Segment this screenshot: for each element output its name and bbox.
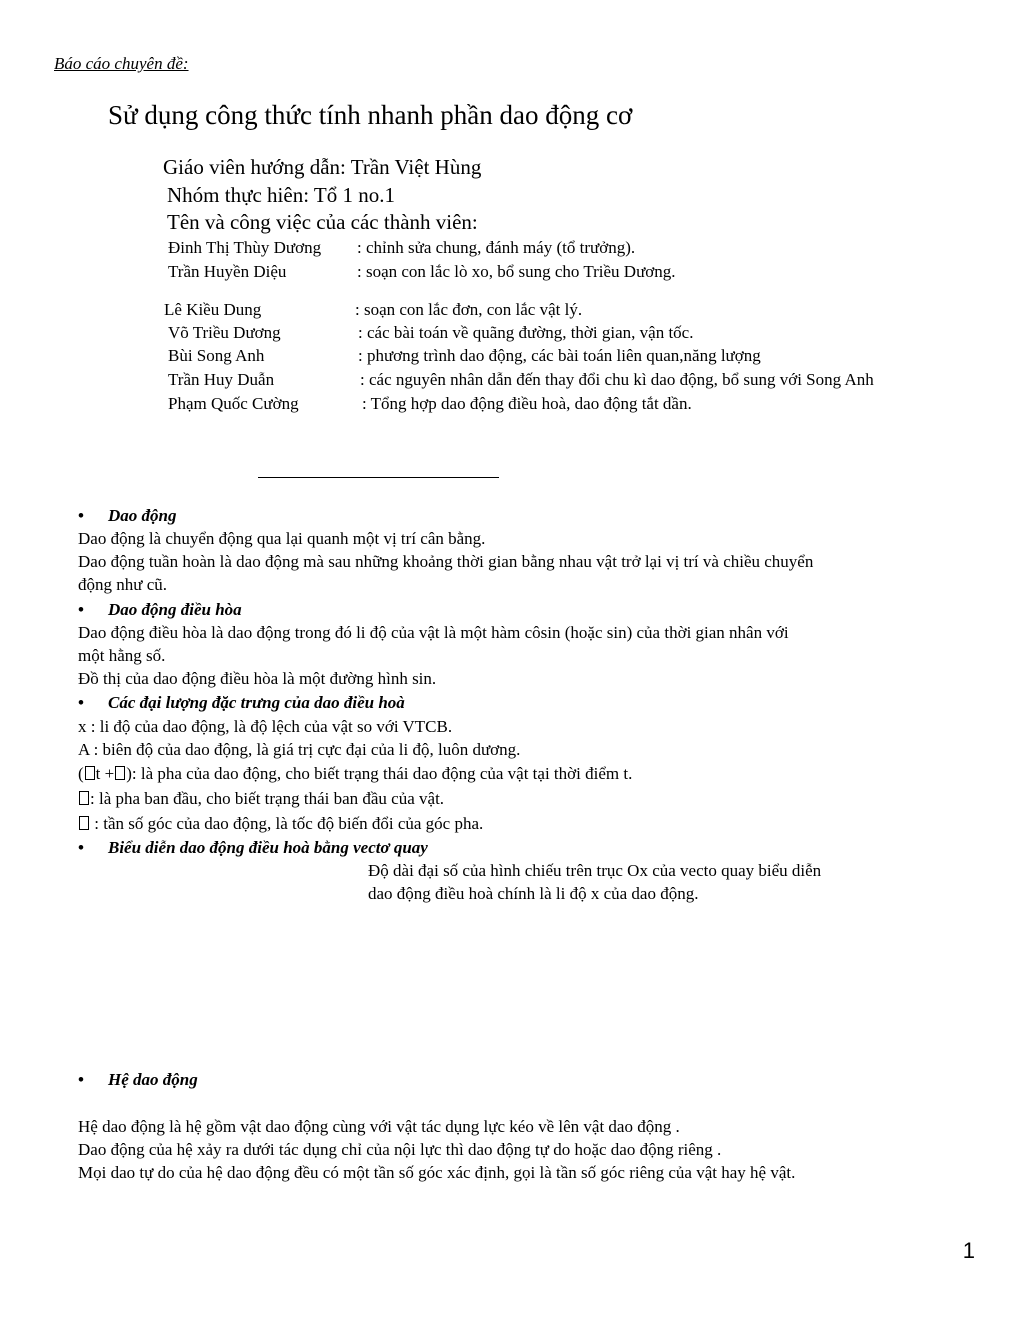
- paragraph-line: A : biên độ của dao động, là giá trị cực đại của li độ, luôn dương.: [78, 740, 521, 759]
- paragraph-line: dao động điều hoà chính là li độ x của dao động.: [368, 884, 699, 903]
- member-role: : soạn con lắc lò xo, bổ sung cho Triều Dương.: [357, 262, 676, 281]
- paragraph-line: Dao động tuần hoàn là dao động mà sau những khoảng thời gian bằng nhau vật trở lại vị trí và chiều chuyển: [78, 552, 814, 571]
- member-name: Bùi Song Anh: [168, 346, 265, 365]
- paragraph-line: Dao động của hệ xảy ra dưới tác dụng chỉ của nội lực thì dao động tự do hoặc dao động riêng .: [78, 1140, 722, 1159]
- section-divider: [258, 477, 499, 478]
- member-name: Võ Triều Dương: [168, 323, 281, 342]
- paragraph-line: động như cũ.: [78, 575, 168, 594]
- advisor-line: Giáo viên hướng dẫn: Trần Việt Hùng: [163, 155, 482, 179]
- paragraph-line: Dao động điều hòa là dao động trong đó li độ của vật là một hàm côsin (hoặc sin) của thời gian nhân với: [78, 623, 789, 642]
- report-label: Báo cáo chuyên đề:: [54, 54, 189, 73]
- paragraph-line: Mọi dao tự do của hệ dao động đều có một tần số góc xác định, gọi là tần số góc riêng của vật hay hệ vật.: [78, 1163, 796, 1182]
- phi-symbol-icon: [79, 791, 89, 805]
- paragraph-line: Hệ dao động là hệ gồm vật dao động cùng với vật tác dụng lực kéo về lên vật dao động .: [78, 1117, 680, 1136]
- members-heading: Tên và công việc của các thành viên:: [167, 210, 478, 234]
- member-role: : Tổng hợp dao động điều hoà, dao động tắt dần.: [362, 394, 692, 413]
- member-role: : các bài toán về quãng đường, thời gian, vận tốc.: [358, 323, 694, 342]
- paragraph-line: Độ dài đại số của hình chiếu trên trục Ox của vecto quay biểu diễn: [368, 861, 822, 880]
- bullet-icon: •: [78, 506, 84, 525]
- group-line: Nhóm thực hiên: Tổ 1 no.1: [167, 183, 395, 207]
- bullet-icon: •: [78, 693, 84, 712]
- member-name: Trần Huyền Diệu: [168, 262, 287, 281]
- paragraph-line: x : li độ của dao động, là độ lệch của vật so với VTCB.: [78, 717, 453, 736]
- bullet-icon: •: [78, 1070, 84, 1089]
- paragraph-line: Đồ thị của dao động điều hòa là một đường hình sin.: [78, 669, 437, 688]
- page-title: Sử dụng công thức tính nhanh phần dao động cơ: [108, 100, 633, 130]
- bullet-icon: •: [78, 838, 84, 857]
- member-name: Đinh Thị Thùy Dương: [168, 238, 322, 257]
- member-role: : các nguyên nhân dẫn đến thay đổi chu kì dao động, bổ sung với Song Anh: [360, 370, 874, 389]
- angular-frequency-line: : tần số góc của dao động, là tốc độ biến đổi của góc pha.: [78, 814, 483, 834]
- member-role: : phương trình dao động, các bài toán liên quan,năng lượng: [358, 346, 761, 365]
- paragraph-line: Dao động là chuyển động qua lại quanh một vị trí cân bằng.: [78, 529, 486, 548]
- initial-phase-line: : là pha ban đầu, cho biết trạng thái ban đầu của vật.: [78, 789, 444, 809]
- paragraph-line: một hằng số.: [78, 646, 166, 665]
- member-name: Lê Kiều Dung: [164, 300, 262, 319]
- omega-symbol-icon: [85, 766, 95, 780]
- phi-symbol-icon: [115, 766, 125, 780]
- bullet-icon: •: [78, 600, 84, 619]
- page-number: 1: [962, 1238, 975, 1263]
- member-name: Trần Huy Duẫn: [168, 370, 275, 389]
- phase-line: ( t + ): là pha của dao động, cho biết trạng thái dao động của vật tại thời điểm t.: [78, 764, 633, 783]
- member-role: : chỉnh sửa chung, đánh máy (tổ trưởng).: [357, 238, 636, 257]
- member-name: Phạm Quốc Cường: [168, 394, 299, 413]
- omega-symbol-icon: [79, 816, 89, 830]
- member-role: : soạn con lắc đơn, con lắc vật lý.: [355, 300, 583, 319]
